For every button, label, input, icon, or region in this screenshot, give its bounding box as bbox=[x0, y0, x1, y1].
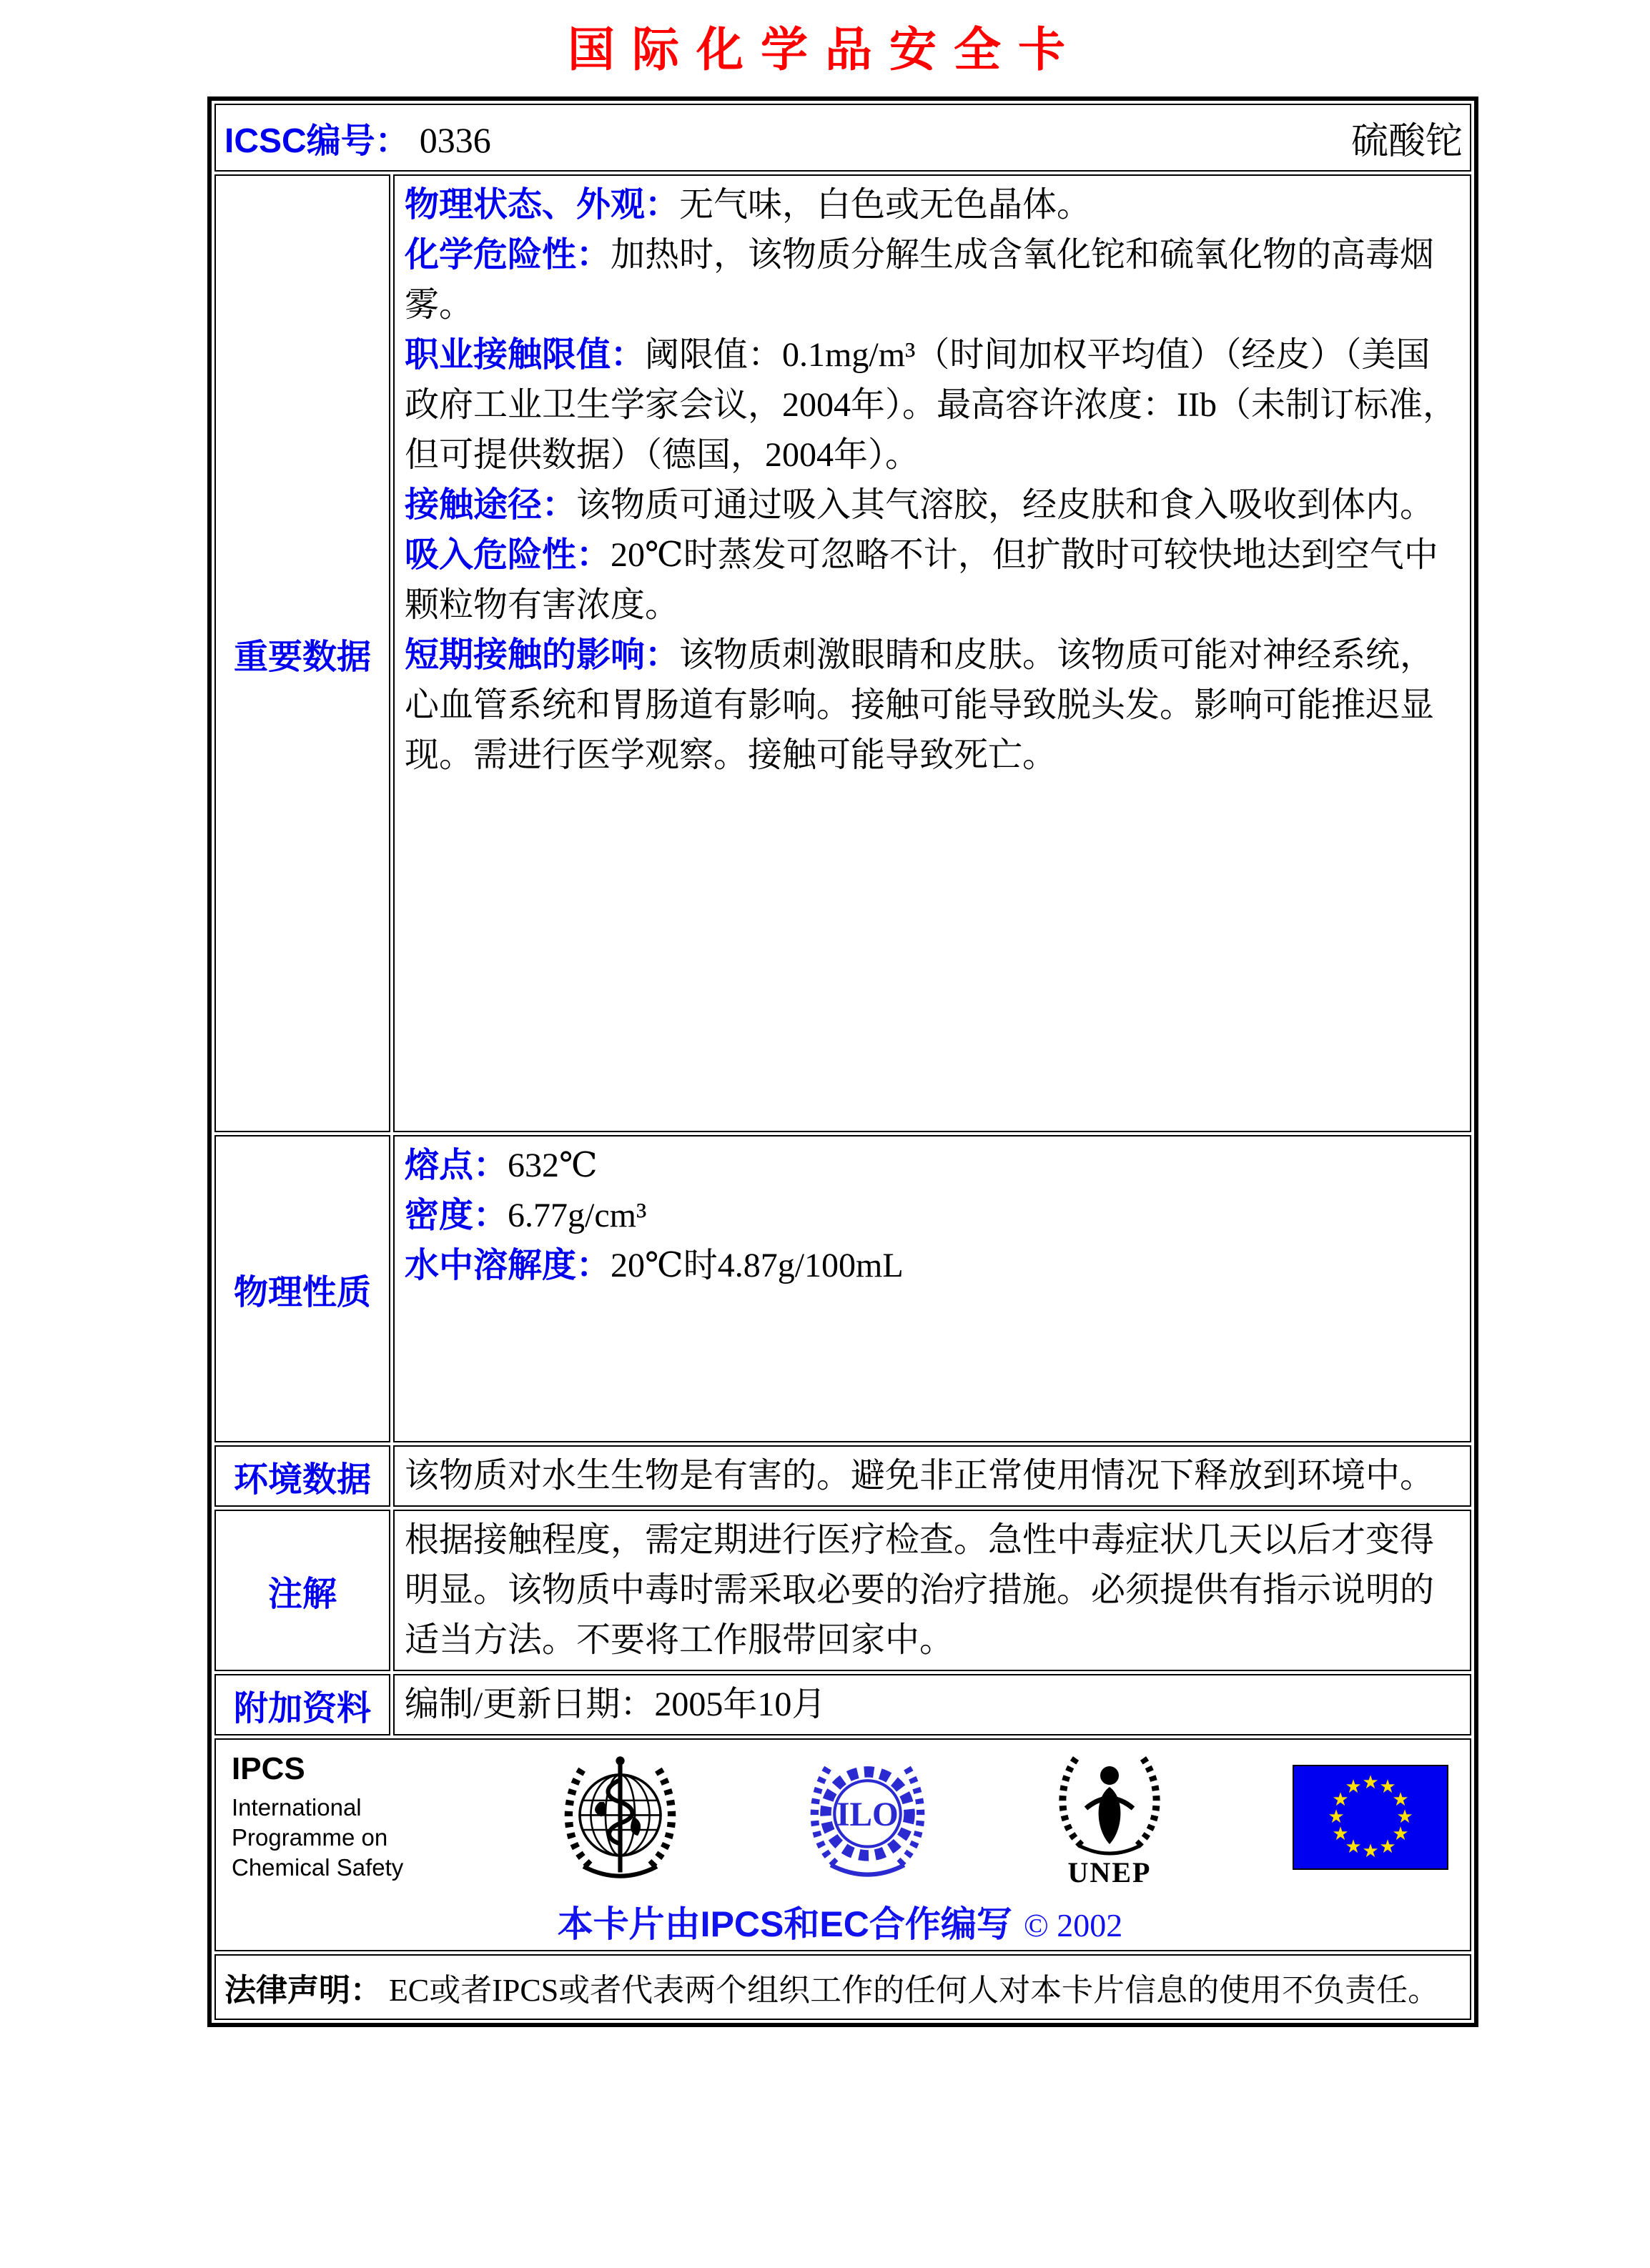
paragraph-text: 加热时，该物质分解生成含氧化铊和硫氧化物的高毒烟雾。 bbox=[405, 236, 1435, 324]
eu-flag-icon bbox=[1293, 1765, 1448, 1870]
ilo-logo-icon bbox=[809, 1749, 927, 1885]
property-value: 6.77g/cm³ bbox=[508, 1197, 647, 1234]
environmental-data-text: 该物质对水生生物是有害的。避免非正常使用情况下释放到环境中。 bbox=[393, 1445, 1471, 1507]
unep-logo-icon bbox=[1056, 1745, 1163, 1860]
svg-text:★: ★ bbox=[1332, 1823, 1349, 1845]
svg-text:★: ★ bbox=[1379, 1836, 1396, 1858]
update-date-value: 2005年10月 bbox=[654, 1685, 826, 1723]
notes-row bbox=[214, 1510, 1471, 1671]
melting-point bbox=[405, 1141, 1463, 1191]
important-paragraph bbox=[405, 630, 1463, 781]
unep-block bbox=[1056, 1745, 1163, 1889]
paragraph-label: 物理状态、外观： bbox=[405, 186, 680, 224]
chemical-name: 硫酸铊 bbox=[1350, 122, 1463, 162]
icsc-number-value: 0336 bbox=[419, 120, 491, 160]
density bbox=[405, 1191, 1463, 1241]
property-label: 密度： bbox=[405, 1197, 508, 1234]
ipcs-title: IPCS bbox=[232, 1751, 305, 1786]
svg-text:★: ★ bbox=[1362, 1771, 1379, 1793]
legal-row bbox=[214, 1954, 1471, 2020]
legal-notice-label: 法律声明： bbox=[224, 1973, 382, 2008]
svg-text:★: ★ bbox=[1392, 1788, 1409, 1811]
notes-section-label: 注解 bbox=[214, 1510, 390, 1671]
svg-text:★: ★ bbox=[1328, 1806, 1345, 1828]
logo-row bbox=[232, 1745, 1448, 1888]
paragraph-text: 20℃时蒸发可忽略不计，但扩散时可较快地达到空气中颗粒物有害浓度。 bbox=[405, 536, 1438, 624]
legal-notice-text: EC或者IPCS或者代表两个组织工作的任何人对本卡片信息的使用不负责任。 bbox=[389, 1973, 1440, 2008]
important-data-content bbox=[393, 174, 1471, 1132]
property-value: 20℃时4.87g/100mL bbox=[611, 1247, 904, 1284]
svg-text:★: ★ bbox=[1332, 1788, 1349, 1811]
physical-properties-row bbox=[214, 1135, 1471, 1442]
icsc-card-table bbox=[207, 96, 1478, 2027]
paragraph-label: 接触途径： bbox=[405, 486, 577, 524]
page-title: 国际化学品安全卡 bbox=[568, 24, 1082, 76]
footer-row bbox=[214, 1738, 1471, 1951]
notes-text: 根据接触程度，需定期进行医疗检查。急性中毒症状几天以后才变得明显。该物质中毒时需采取必要的治疗措施。必须提供有指示说明的适当方法。不要将工作服带回家中。 bbox=[393, 1510, 1471, 1671]
additional-info-section-label: 附加资料 bbox=[214, 1674, 390, 1735]
footer-copyright: © 2002 bbox=[1023, 1907, 1123, 1943]
important-data-row bbox=[214, 174, 1471, 1132]
environmental-data-row bbox=[214, 1445, 1471, 1507]
header-row bbox=[214, 104, 1471, 172]
ipcs-block bbox=[232, 1751, 432, 1883]
physical-properties-content bbox=[393, 1135, 1471, 1442]
paragraph-label: 短期接触的影响： bbox=[405, 636, 680, 674]
physical-properties-section-label: 物理性质 bbox=[214, 1135, 390, 1442]
important-data-section-label: 重要数据 bbox=[214, 174, 390, 1132]
svg-text:★: ★ bbox=[1345, 1836, 1362, 1858]
important-paragraph bbox=[405, 530, 1463, 630]
footer-caption: 本卡片由IPCS和EC合作编写 bbox=[557, 1904, 1012, 1944]
icsc-number-group bbox=[224, 113, 491, 162]
important-paragraph bbox=[405, 230, 1463, 330]
svg-text:★: ★ bbox=[1392, 1823, 1409, 1845]
property-label: 熔点： bbox=[405, 1147, 508, 1184]
ipcs-subtitle-line: Chemical Safety bbox=[232, 1854, 404, 1881]
environmental-data-section-label: 环境数据 bbox=[214, 1445, 390, 1507]
paragraph-text: 无气味，白色或无色晶体。 bbox=[679, 186, 1092, 224]
paragraph-label: 职业接触限值： bbox=[405, 336, 646, 374]
svg-text:★: ★ bbox=[1379, 1776, 1396, 1798]
additional-info-content bbox=[393, 1674, 1471, 1735]
paragraph-text: 该物质可通过吸入其气溶胶，经皮肤和食入吸收到体内。 bbox=[576, 486, 1435, 524]
ilo-logo-text: ILO bbox=[836, 1796, 899, 1833]
svg-text:★: ★ bbox=[1345, 1776, 1362, 1798]
icsc-number-label: ICSC编号： bbox=[224, 122, 410, 160]
ipcs-subtitle-line: International bbox=[232, 1794, 362, 1821]
ipcs-subtitle-line: Programme on bbox=[232, 1824, 388, 1851]
paragraph-label: 吸入危险性： bbox=[405, 536, 611, 574]
paragraph-text: 该物质刺激眼睛和皮肤。该物质可能对神经系统，心血管系统和胃肠道有影响。接触可能导致脱头发。影响可能推迟显现。需进行医学观察。接触可能导致死亡。 bbox=[405, 636, 1435, 774]
paragraph-text: 阈限值：0.1mg/m³（时间加权平均值）（经皮）（美国政府工业卫生学家会议，2004年）。最高容许浓度：IIb（未制订标准，但可提供数据）（德国，2004年）。 bbox=[405, 336, 1457, 474]
important-paragraph bbox=[405, 180, 1463, 230]
paragraph-label: 化学危险性： bbox=[405, 236, 611, 274]
who-emblem-icon bbox=[561, 1749, 679, 1885]
property-value: 632℃ bbox=[508, 1147, 598, 1184]
footer-caption-row bbox=[232, 1896, 1448, 1947]
svg-text:★: ★ bbox=[1362, 1840, 1379, 1862]
additional-info-row bbox=[214, 1674, 1471, 1735]
important-paragraph bbox=[405, 330, 1463, 480]
unep-logo-label: UNEP bbox=[1067, 1856, 1152, 1888]
water-solubility bbox=[405, 1241, 1463, 1291]
important-paragraph bbox=[405, 480, 1463, 530]
property-label: 水中溶解度： bbox=[405, 1247, 611, 1284]
update-date-label: 编制/更新日期： bbox=[405, 1685, 655, 1723]
svg-text:★: ★ bbox=[1396, 1806, 1413, 1828]
